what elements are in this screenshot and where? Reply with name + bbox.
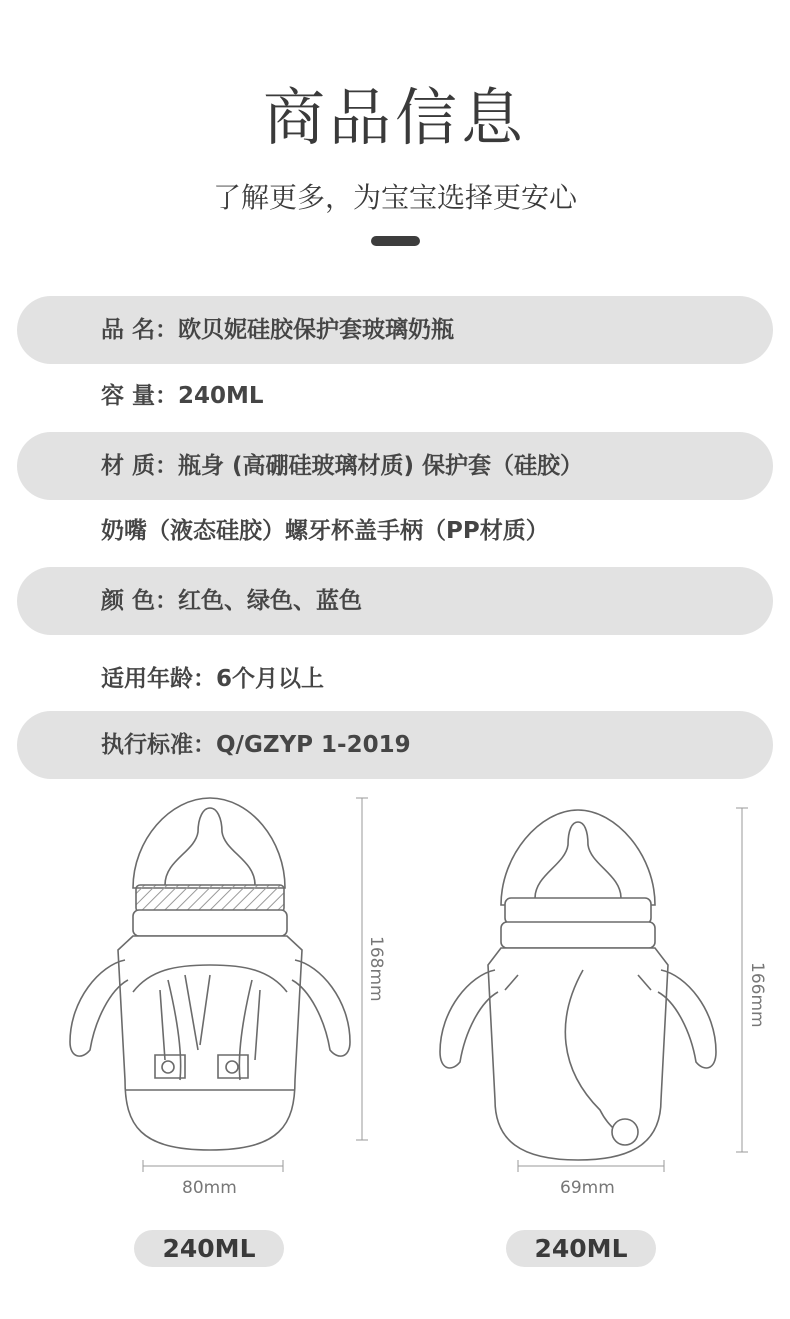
page-subtitle: 了解更多，为宝宝选择更安心: [212, 181, 577, 214]
bottle-left-width-label: 80mm: [182, 1178, 237, 1198]
spec-capacity-text: 容 量：240ML: [101, 383, 264, 409]
bottle-left-drawing: [70, 798, 350, 1150]
title-divider: [371, 236, 420, 246]
spec-material-detail-text: 奶嘴（液态硅胶）螺牙杯盖手柄（PP材质）: [101, 518, 549, 544]
spec-row-standard: [17, 711, 773, 779]
spec-name-text: 品 名：欧贝妮硅胶保护套玻璃奶瓶: [101, 317, 455, 343]
bottle-right-capacity-badge: 240ML: [506, 1230, 656, 1267]
bottle-right-height-label: 166mm: [747, 962, 767, 1028]
spec-row-capacity: [17, 362, 773, 430]
bottle-right-drawing: [440, 810, 716, 1160]
spec-age-text: 适用年龄：6个月以上: [101, 666, 325, 692]
page-title: 商品信息: [262, 81, 527, 154]
spec-row-color: [17, 567, 773, 635]
bottle-left-height-label: 168mm: [366, 936, 386, 1002]
spec-material-text: 材 质：瓶身 (高硼硅玻璃材质) 保护套（硅胶）: [101, 453, 584, 479]
spec-row-material: [17, 432, 773, 500]
spec-row-material-detail: [17, 497, 773, 565]
bottle-left-capacity-badge: 240ML: [134, 1230, 284, 1267]
spec-row-name: [17, 296, 773, 364]
bottle-right-width-label: 69mm: [560, 1178, 615, 1198]
spec-color-text: 颜 色：红色、绿色、蓝色: [101, 588, 363, 614]
spec-standard-text: 执行标准：Q/GZYP 1-2019: [101, 732, 411, 758]
bottle-diagrams: [0, 780, 790, 1200]
spec-row-age: [17, 645, 773, 713]
